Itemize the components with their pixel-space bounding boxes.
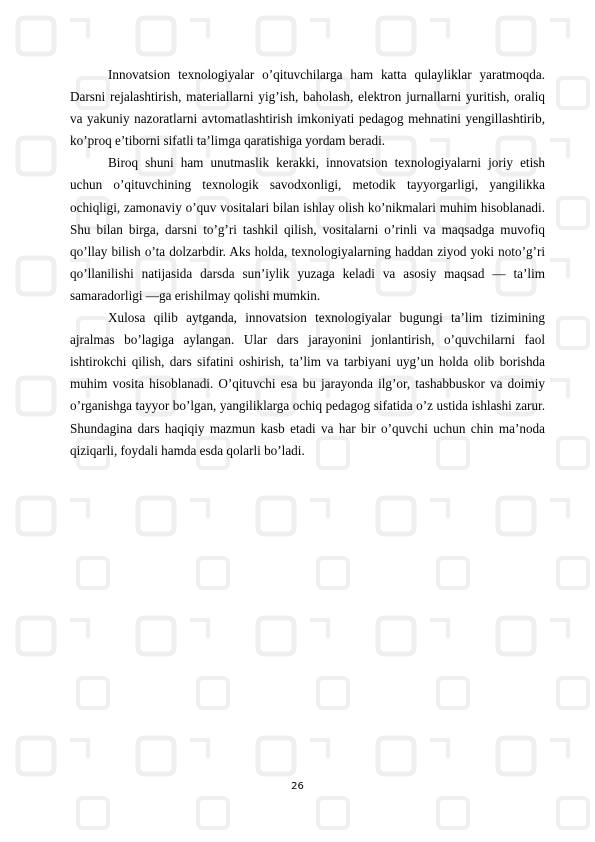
paragraph-1: Innovatsion texnologiyalar o’qituvchilarga ham katta qulayliklar yaratmoqda. Darsni rejalashtirish, materiallarni yig’ish, baholash, elektron jurnallarni yuritish, oraliq va yakuniy nazoratlarni avtomatlashtirish imkoniyati pedagog mehnatini yengillashtirib, ko’proq e’tiborni sifatli ta’limga qaratishiga yordam beradi. [70,67,545,149]
paragraph-3: Xulosa qilib aytganda, innovatsion texnologiyalar bugungi ta’lim tizimining ajralmas bo’lagiga aylangan. Ular dars jarayonini jonlantirish, o’quvchilarni faol ishtirokchi qilish, dars sifatini oshirish, ta’lim va tarbiyani uyg’un holda olib borishda muhim vosita hisoblanadi. O’qituvchi esa bu jarayonda ilg’or, tashabbuskor va doimiy o’rganishga tayyor bo’lgan, yangiliklarga ochiq pedagog sifatida o’z ustida ishlashi zarur. Shundagina dars haqiqiy mazmun kasb etadi va har bir o’quvchi uchun chin ma’noda qiziqarli, foydali hamda esda qolarli bo’ladi. [70,310,545,458]
document-body [70,64,545,462]
page-number: 26 [291,781,304,792]
paragraph-2: Biroq shuni ham unutmaslik kerakki, innovatsion texnologiyalarni joriy etish uchun o’qituvchining texnologik savodxonligi, metodik tayyorgarligi, yangilikka ochiqligi, zamonaviy o’quv vositalari bilan ishlay olish ko’nikmalari muhim hisoblanadi. Shu bilan birga, darsni to’g’ri tashkil qilish, vositalarni o’rinli va maqsadga muvofiq qo’llay bilish o’ta dolzarbdir. Aks holda, texnologiyalarning haddan ziyod yoki noto’g’ri qo’llanilishi natijasida darsda sun’iylik yuzaga keladi va asosiy maqsad — ta’lim samaradorligi —ga erishilmay qolishi mumkin. [70,155,545,303]
